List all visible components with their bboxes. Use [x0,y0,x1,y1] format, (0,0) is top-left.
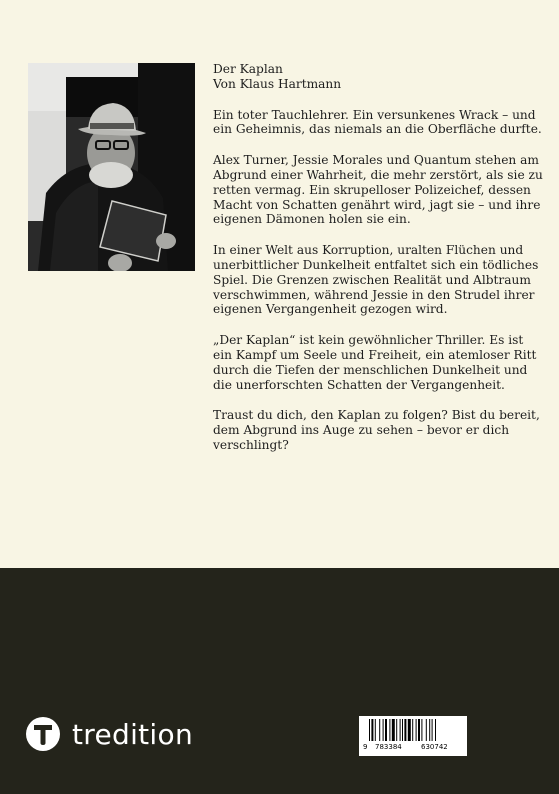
barcode-bars [359,716,467,744]
title-block [213,62,543,92]
barcode-prefix-digit: 9 [363,743,368,751]
blurb-paragraph-4: „Der Kaplan“ ist kein gewöhnlicher Thriller. Es ist ein Kampf um Seele und Freiheit, ein atemloser Ritt durch die Tiefen der menschlichen Dunkelheit und die unerforschten Schatten der Vergangenheit. [213,333,537,392]
barcode-digits-right: 630742 [421,743,448,751]
blurb-paragraph-1: Ein toter Tauchlehrer. Ein versunkenes Wrack – und ein Geheimnis, das niemals an die Oberfläche durfte. [213,107,542,137]
isbn-barcode [359,716,467,756]
back-cover-footer [0,568,559,794]
book-author: Von Klaus Hartmann [213,76,342,91]
blurb-paragraph-2: Alex Turner, Jessie Morales und Quantum stehen am Abgrund einer Wahrheit, die mehr zerstört, als sie zu retten vermag. Ein skrupelloser Polizeichef, dessen Macht von Schatten genährt wird, jagt sie – und ihre eigenen Dämonen holen sie ein. [213,153,543,227]
author-photo-image [28,63,195,271]
blurb-paragraph-3: In einer Welt aus Korruption, uralten Flüchen und unerbittlicher Dunkelheit entfaltet sich ein tödliches Spiel. Die Grenzen zwischen Realität und Albtraum verschwimmen, während Jessie in den Strudel ihrer eigenen Vergangenheit gezogen wird. [213,243,539,317]
back-cover-text [213,62,543,469]
book-title: Der Kaplan [213,62,283,76]
author-photo [28,63,195,271]
publisher-name: tredition [72,717,193,751]
barcode-digits-left: 783384 [375,743,402,751]
blurb-paragraph-5: Traust du dich, den Kaplan zu folgen? Bist du bereit, dem Abgrund ins Auge zu sehen – bevor er dich verschlingt? [213,408,540,452]
tredition-logo-icon [26,717,60,751]
publisher-logo [26,717,193,751]
